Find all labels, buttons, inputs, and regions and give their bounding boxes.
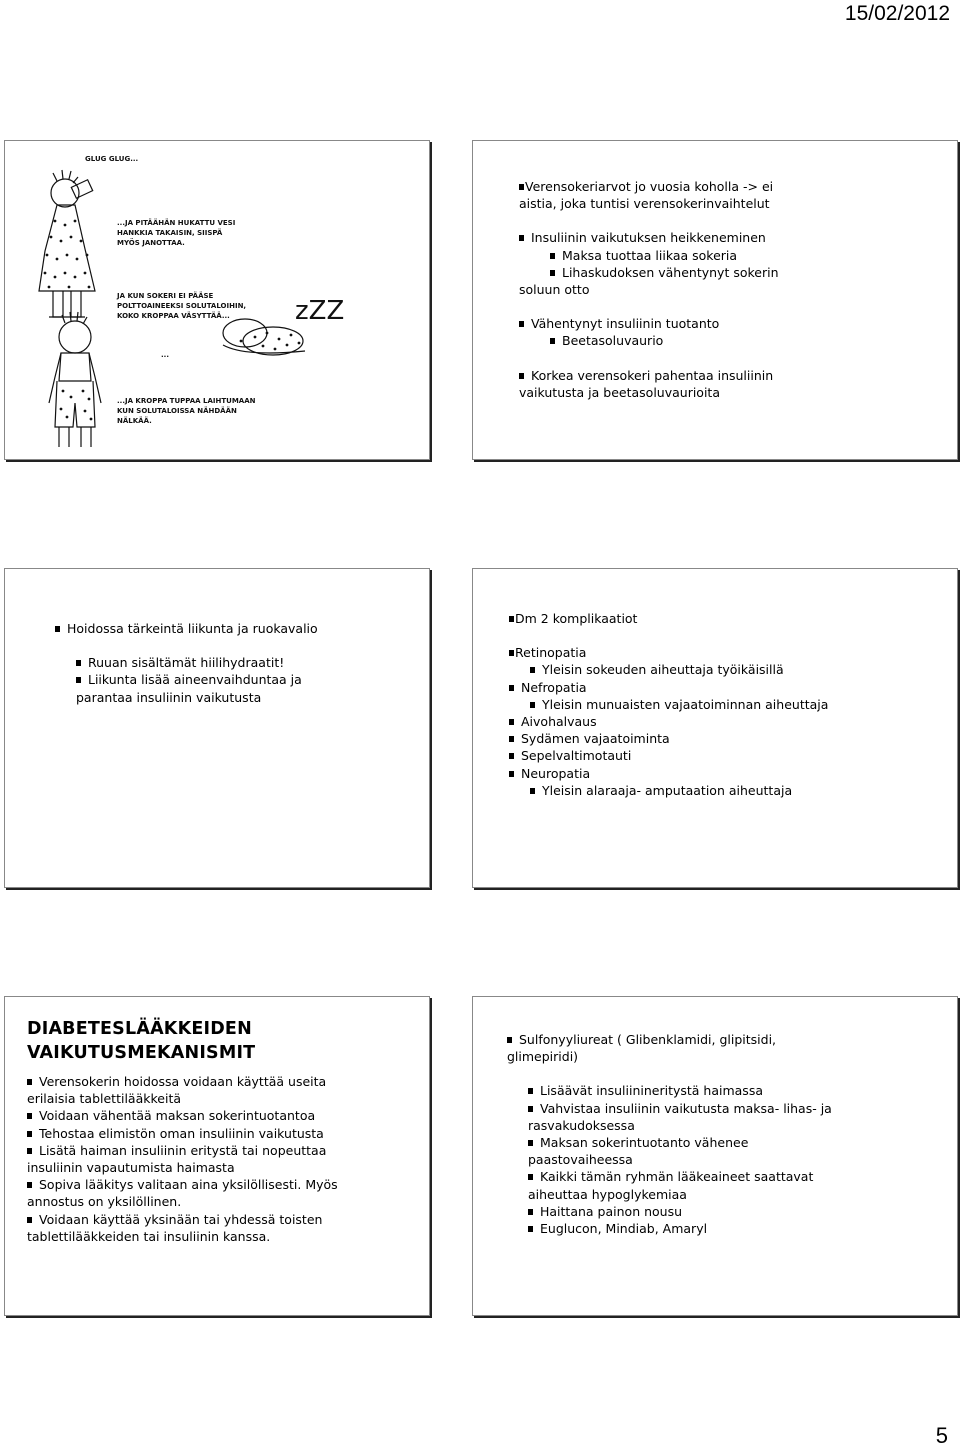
slide-complications [472,568,958,888]
caption-3-line-3: NÄLKÄÄ. [117,417,152,425]
header-date: 15/02/2012 [844,2,950,25]
bullet-line: Sopiva lääkitys valitaan aina yksilöllisesti. Myös [27,1176,338,1193]
text-line: paastovaiheessa [528,1152,633,1168]
text-line: aiheuttaa hypoglykemiaa [528,1186,687,1202]
bullet-line: Yleisin sokeuden aiheuttaja työikäisillä [509,661,828,678]
text-line: glimepiridi) [507,1049,579,1065]
bullet-line: Lisäävät insuliinineritystä haimassa [507,1082,832,1099]
bullet-line: Euglucon, Mindiab, Amaryl [507,1220,832,1237]
bullet-line: Yleisin alaraaja- amputaation aiheuttaja [509,782,828,799]
slide-2-text [519,178,779,401]
text-line: tablettilääkkeiden tai insuliinin kanssa. [27,1228,271,1244]
text-line: soluun otto [519,282,590,298]
standing-child-figure [49,312,101,447]
bullet-line: Verensokerin hoidossa voidaan käyttää useita [27,1073,338,1090]
bullet-line: Nefropatia [509,679,828,696]
text-line: erilaisia tablettilääkkeitä [27,1091,182,1107]
cartoon-illustration [5,141,429,459]
text-line: annostus on yksilöllinen. [27,1194,182,1210]
bullet-line: Voidaan käyttää yksinään tai yhdessä toisten [27,1211,338,1228]
slide-title-line-2: VAIKUTUSMEKANISMIT [27,1043,256,1063]
slide-5-text [27,1017,338,1245]
bullet-line: Sepelvaltimotauti [509,747,828,764]
bullet-line: Haittana painon nousu [507,1203,832,1220]
caption-1-line-3: MYÖS JANOTTAA. [117,239,185,247]
slide-title-line-1: DIABETESLÄÄKKEIDEN [27,1019,252,1039]
text-line: vaikutusta ja beetasoluvaurioita [519,384,720,400]
bullet-line: Lisätä haiman insuliinin eritystä tai nopeuttaa [27,1142,338,1159]
text-line: insuliinin vapautumista haimasta [27,1160,235,1176]
bullet-line: Ruuan sisältämät hiilihydraatit! [55,654,318,671]
text-line: aistia, joka tuntisi verensokerinvaihtelut [519,196,770,212]
bullet-line: Liikunta lisää aineenvaihduntaa ja [55,671,318,688]
bullet-line: Dm 2 komplikaatiot [509,610,828,627]
caption-1-line-1: ...JA PITÄÄHÄN HUKATTU VESI [117,219,236,227]
bullet-line: Verensokeriarvot jo vuosia koholla -> ei [519,178,779,195]
ellipsis-dots: ... [161,351,169,359]
caption-2-line-3: KOKO KROPPAA VÄSYTTÄÄ... [117,312,230,320]
bullet-line: Neuropatia [509,765,828,782]
sleeping-child-dots [240,332,301,351]
drinking-child-figure [39,170,95,317]
bullet-line: Tehostaa elimistön oman insuliinin vaikutusta [27,1125,338,1142]
bullet-line: Vahvistaa insuliinin vaikutusta maksa- lihas- ja [507,1100,832,1117]
slide-3-text [55,620,318,706]
page-number: 5 [935,1423,948,1448]
bullet-line: Sulfonyyliureat ( Glibenklamidi, glipitsidi, [507,1031,832,1048]
bullet-line: Hoidossa tärkeintä liikunta ja ruokavalio [55,620,318,637]
bullet-line: Beetasoluvaurio [519,332,779,349]
caption-3-line-1: ...JA KROPPA TUPPAA LAIHTUMAAN [117,397,256,405]
text-line: rasvakudoksessa [528,1117,635,1133]
bullet-line: Maksa tuottaa liikaa sokeria [519,247,779,264]
bullet-line: Lihaskudoksen vähentynyt sokerin [519,264,779,281]
caption-3-line-2: KUN SOLUTALOISSA NÄHDÄÄN [117,407,237,415]
bullet-line: Insuliinin vaikutuksen heikkeneminen [519,229,779,246]
caption-glug: GLUG GLUG... [85,155,139,163]
bullet-line: Maksan sokerintuotanto vähenee [507,1134,832,1151]
bullet-line: Sydämen vajaatoiminta [509,730,828,747]
slide-treatment [4,568,430,888]
zzz-text: zZZ [295,296,345,326]
bullet-line: Yleisin munuaisten vajaatoiminnan aiheuttaja [509,696,828,713]
caption-1-line-2: HANKKIA TAKAISIN, SIISPÄ [117,229,223,237]
bullet-line: Retinopatia [509,644,828,661]
bullet-line: Vähentynyt insuliinin tuotanto [519,315,779,332]
slide-blood-sugar [472,140,958,460]
caption-2-line-1: JA KUN SOKERI EI PÄÄSE [117,292,214,300]
bullet-line: Voidaan vähentää maksan sokerintuotantoa [27,1107,338,1124]
bullet-line: Korkea verensokeri pahentaa insuliinin [519,367,779,384]
sleeping-child-figure [223,319,305,355]
slide-4-text [509,610,828,799]
slide-6-text [507,1031,832,1237]
text-line: parantaa insuliinin vaikutusta [76,689,262,705]
bullet-line: Kaikki tämän ryhmän lääkeaineet saattavat [507,1168,832,1185]
slide-cartoon [4,140,430,460]
bullet-line: Aivohalvaus [509,713,828,730]
slide-sulfonylureas [472,996,958,1316]
caption-2-line-2: POLTTOAINEEKSI SOLUTALOIHIN, [117,302,247,310]
slide-mechanisms [4,996,430,1316]
